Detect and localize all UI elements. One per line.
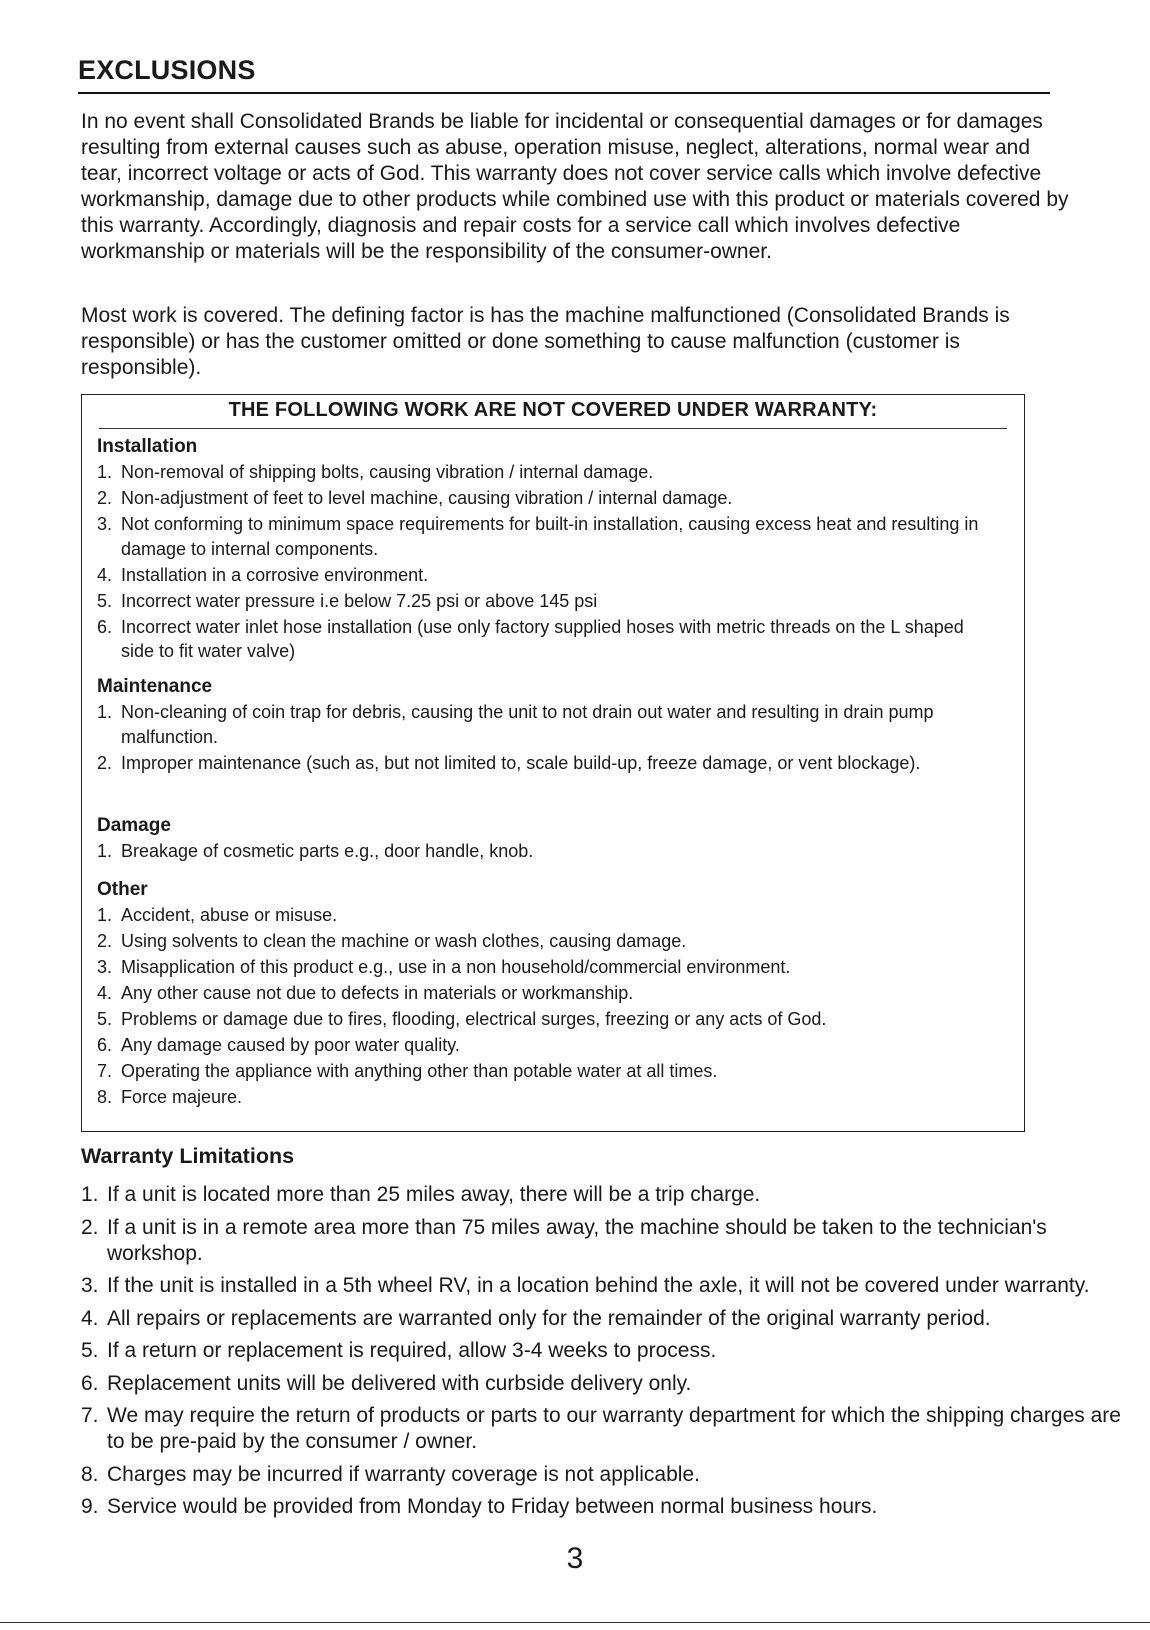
coverage-paragraph: Most work is covered. The defining factor is has the machine malfunctioned (Consolidated Brands is responsible) or has the customer omitted or done something to cause malfunction (customer is responsible). <box>81 304 1010 379</box>
other-section <box>97 878 997 1111</box>
list-item: 3. Not conforming to minimum space requirements for built-in installation, causing excess heat and resulting in damage to internal components. <box>97 514 979 559</box>
list-item: 2. Using solvents to clean the machine or wash clothes, causing damage. <box>97 931 687 951</box>
list-item: 5. Incorrect water pressure i.e below 7.25 psi or above 145 psi <box>97 590 598 611</box>
list-item: 3. If the unit is installed in a 5th wheel RV, in a location behind the axle, it will not be covered under warranty. <box>81 1274 1090 1297</box>
warranty-limitations-title: Warranty Limitations <box>81 1144 295 1168</box>
list-item: 8. Charges may be incurred if warranty coverage is not applicable. <box>81 1462 700 1486</box>
exclusions-paragraph: In no event shall Consolidated Brands be liable for incidental or consequential damages or for damages resulting from external causes such as abuse, operation misuse, neglect, alterations, normal wear and tear, incorrect voltage or acts of God. This warranty does not cover service calls which involve defective workmanship, damage due to other products while combined use with this product or materials covered by this warranty. Accordingly, diagnosis and repair costs for a service call which involves defective workmanship or materials will be the responsibility of the consumer-owner. <box>81 110 1069 263</box>
list-item: 9. Service would be provided from Monday to Friday between normal business hours. <box>81 1495 878 1518</box>
list-item: 6. Replacement units will be delivered with curbside delivery only. <box>81 1371 692 1395</box>
list-item: 7. We may require the return of products or parts to our warranty department for which the shipping charges are to be pre-paid by the consumer / owner. <box>81 1404 1121 1453</box>
list-item: 1. Breakage of cosmetic parts e.g., door handle, knob. <box>97 841 534 861</box>
list-item: 3. Misapplication of this product e.g., use in a non household/commercial environment. <box>97 957 791 977</box>
section-title: Installation <box>97 436 198 457</box>
section-title: Damage <box>97 815 171 836</box>
list-item: 4. Installation in a corrosive environment. <box>97 564 429 585</box>
list-item: 1. Non-cleaning of coin trap for debris, causing the unit to not drain out water and resulting in drain pump malfunction. <box>97 702 934 747</box>
page-heading: EXCLUSIONS <box>78 55 256 85</box>
not-covered-title-rule <box>99 428 1007 429</box>
list-item: 8. Force majeure. <box>97 1087 243 1107</box>
list-item: 1. Non-removal of shipping bolts, causing vibration / internal damage. <box>97 462 654 482</box>
list-item: 2. Improper maintenance (such as, but not limited to, scale build-up, freeze damage, or vent blockage). <box>97 752 921 773</box>
list-item: 1. Accident, abuse or misuse. <box>97 905 338 925</box>
list-item: 6. Any damage caused by poor water quality. <box>97 1035 460 1055</box>
list-item: 1. If a unit is located more than 25 miles away, there will be a trip charge. <box>81 1183 761 1206</box>
section-title: Maintenance <box>97 676 213 697</box>
list-item: 4. Any other cause not due to defects in materials or workmanship. <box>97 983 634 1003</box>
list-item: 2. Non-adjustment of feet to level machine, causing vibration / internal damage. <box>97 488 733 508</box>
list-item: 6. Incorrect water inlet hose installation (use only factory supplied hoses with metric threads on the L shaped side to fit water valve) <box>97 616 964 661</box>
not-covered-title: THE FOLLOWING WORK ARE NOT COVERED UNDER WARRANTY: <box>228 399 878 421</box>
installation-section <box>97 435 997 665</box>
not-covered-box <box>81 394 1025 1132</box>
damage-section <box>97 814 997 865</box>
section-title: Other <box>97 879 148 900</box>
list-item: 7. Operating the appliance with anything other than potable water at all times. <box>97 1061 718 1081</box>
page-number: 3 <box>566 1542 584 1575</box>
footer-rule <box>0 1622 1150 1623</box>
warranty-limitations-list <box>81 1182 1141 1527</box>
maintenance-section <box>97 675 997 777</box>
list-item: 4. All repairs or replacements are warranted only for the remainder of the original warranty period. <box>81 1306 991 1330</box>
heading-underline <box>78 92 1050 94</box>
list-item: 5. If a return or replacement is required, allow 3-4 weeks to process. <box>81 1339 717 1362</box>
list-item: 5. Problems or damage due to fires, flooding, electrical surges, freezing or any acts of God. <box>97 1009 827 1029</box>
list-item: 2. If a unit is in a remote area more than 75 miles away, the machine should be taken to the technician's workshop. <box>81 1215 1047 1265</box>
